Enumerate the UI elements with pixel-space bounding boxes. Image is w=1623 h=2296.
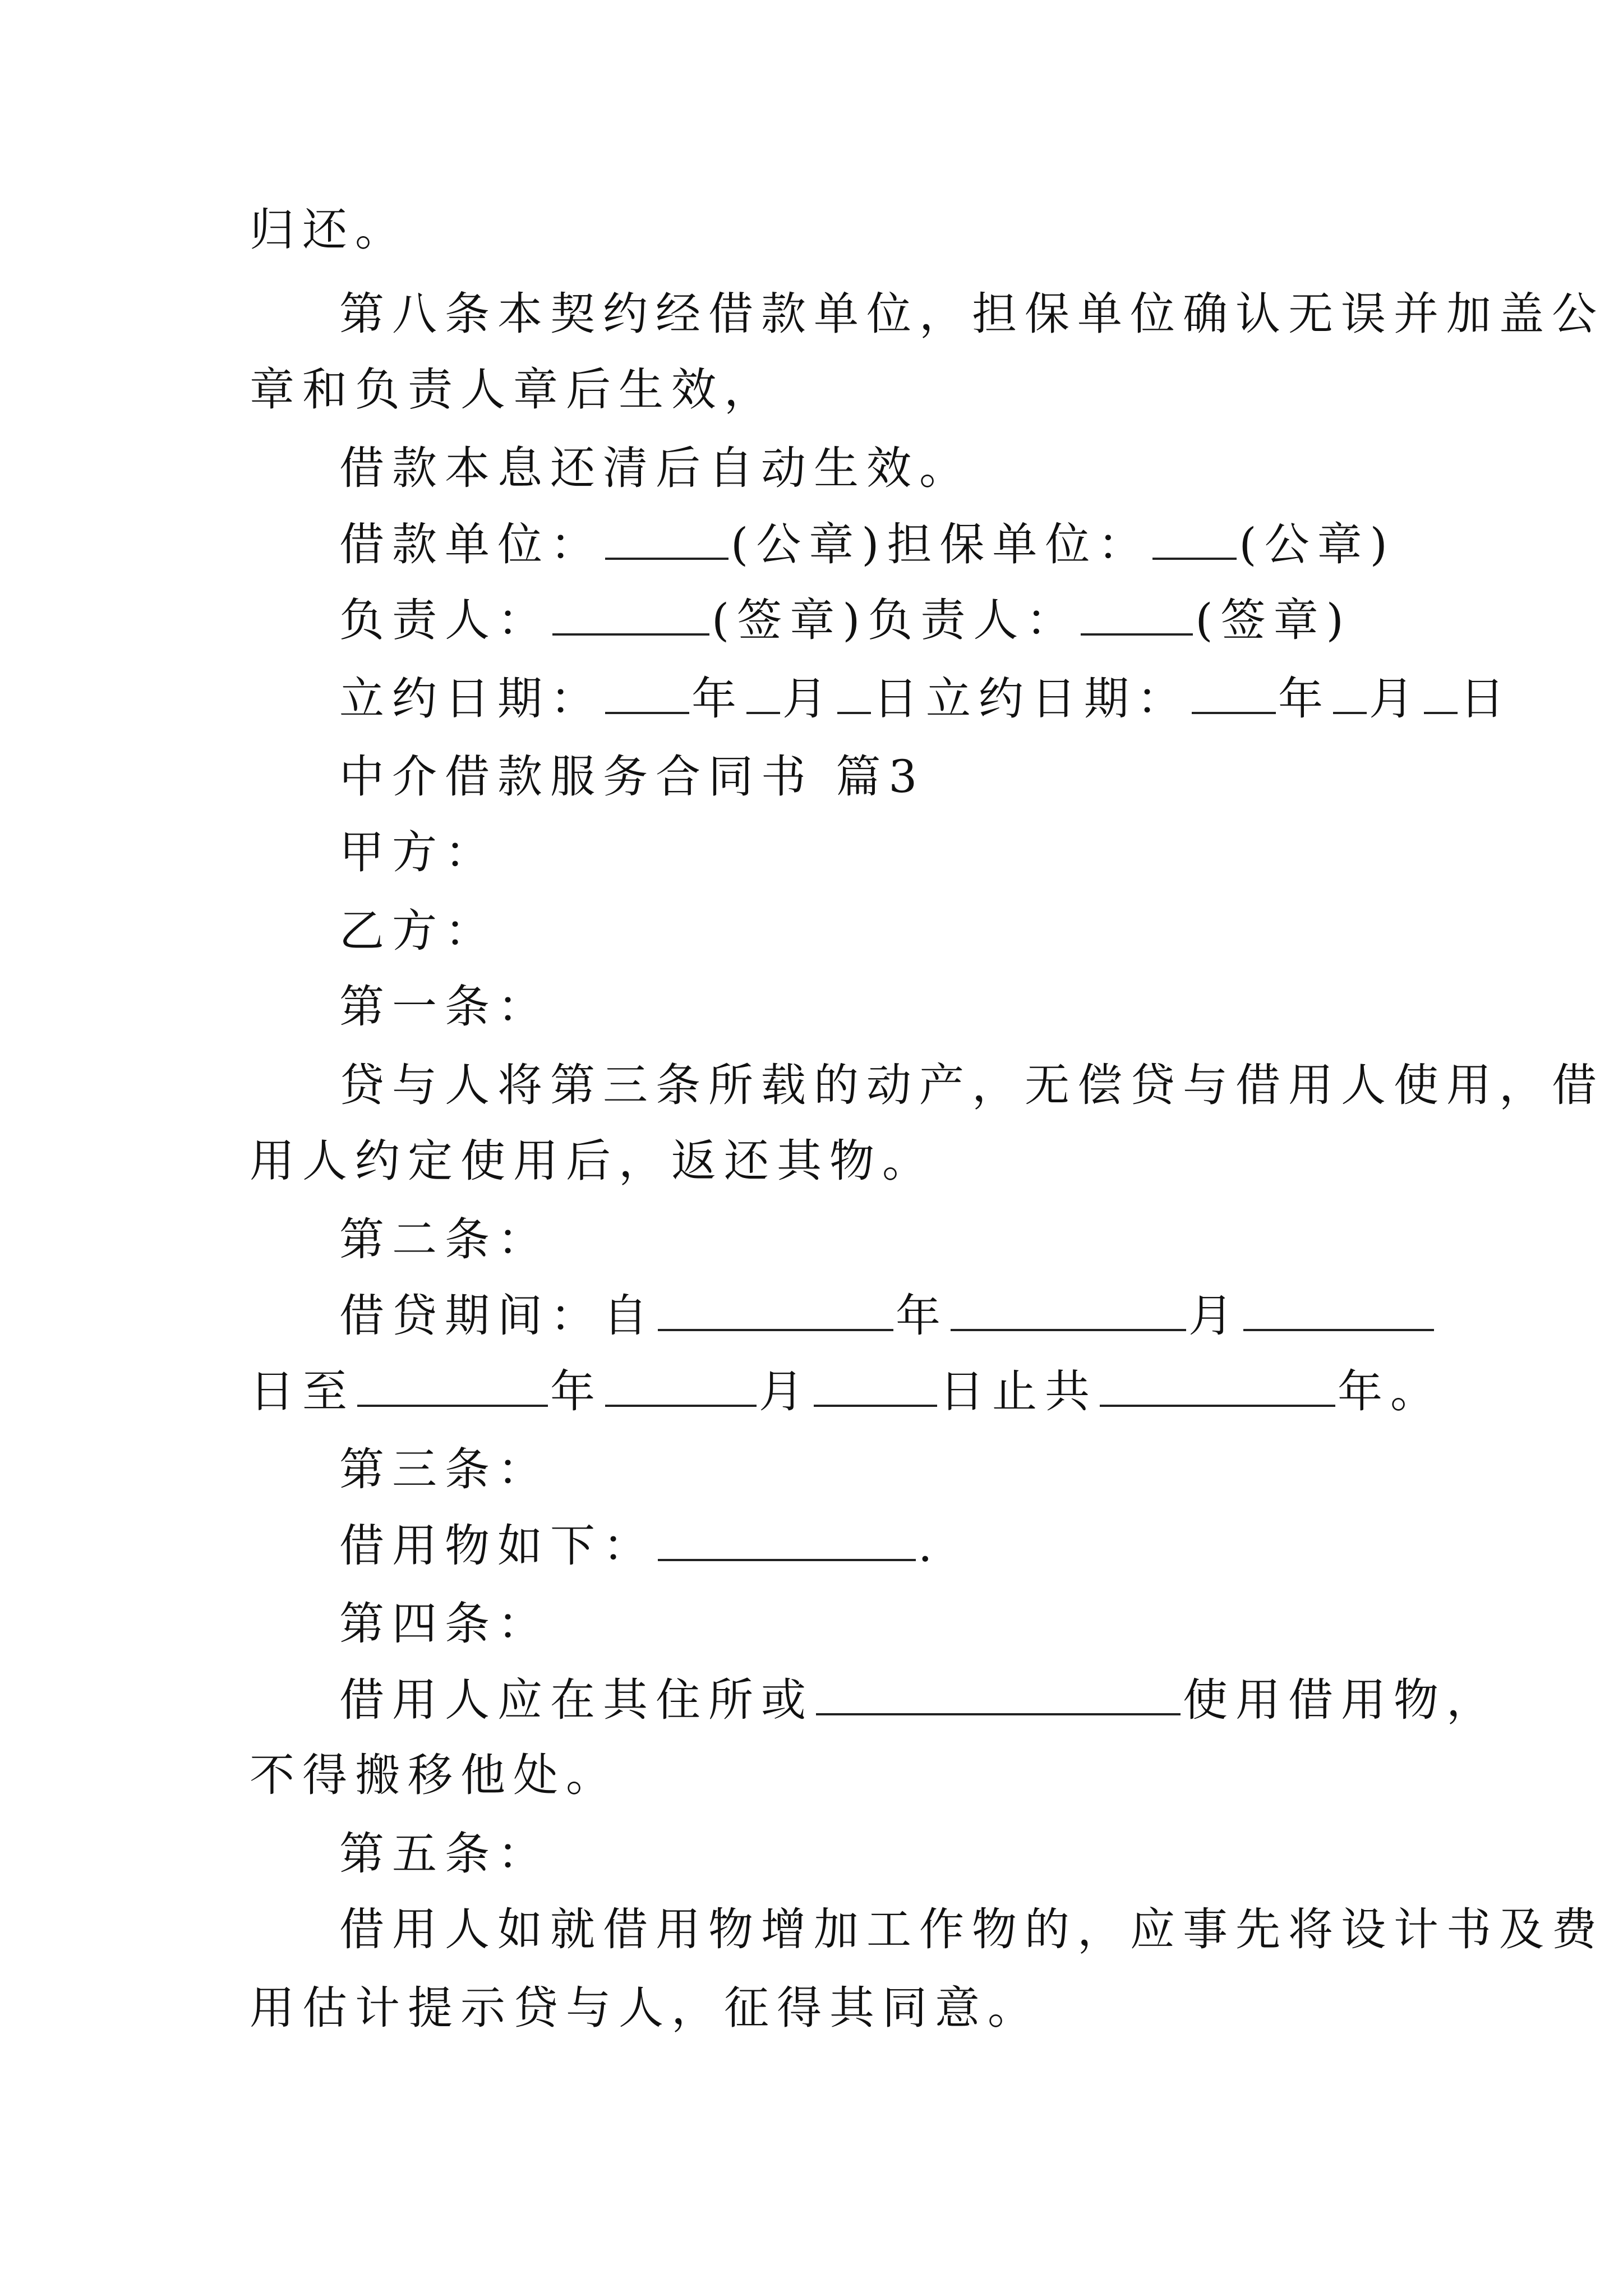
party-a: 甲方： [339, 826, 497, 878]
month-blank-1[interactable] [746, 670, 780, 714]
responsible-person-blank-2[interactable] [1081, 592, 1193, 636]
party-b: 乙方： [339, 905, 497, 957]
label-responsible-person-2: (签章)负责人： [712, 594, 1079, 646]
label-day-signing-date: 日立约日期： [873, 673, 1189, 725]
label-month-2: 月 [1369, 673, 1422, 725]
borrowed-items-line [339, 1517, 940, 1574]
article-2-heading: 第二条： [339, 1213, 550, 1266]
label-month: 月 [1188, 1290, 1241, 1342]
article-1-text: 贷与人将第三条所载的动产，无偿贷与借用人使用，借 [339, 1059, 1604, 1111]
label-month: 月 [759, 1365, 811, 1418]
article-5-text-cont: 用估计提示贷与人，征得其同意。 [250, 1982, 1040, 2034]
day-blank-2[interactable] [1424, 670, 1458, 714]
article-4-heading: 第四条： [339, 1598, 550, 1650]
label-borrower-unit: 借款单位： [339, 518, 603, 570]
start-month-blank[interactable] [951, 1287, 1186, 1331]
article-5-heading: 第五条： [339, 1828, 550, 1880]
month-blank-2[interactable] [1333, 670, 1367, 714]
label-borrowed-items: 借用物如下： [339, 1520, 656, 1572]
year-blank-2[interactable] [1192, 670, 1276, 714]
article-1-heading: 第一条： [339, 981, 550, 1033]
label-year: 年 [896, 1290, 948, 1342]
label-usage-location: 借用人应在其住所或 [339, 1674, 814, 1726]
total-years-blank[interactable] [1100, 1363, 1335, 1407]
start-day-blank[interactable] [1243, 1287, 1434, 1331]
responsible-person-line [339, 592, 1352, 648]
day-blank-1[interactable] [837, 670, 871, 714]
label-guarantor-unit: (公章)担保单位： [731, 518, 1151, 570]
label-year-end: 年。 [1338, 1365, 1443, 1418]
article-8-text: 第八条本契约经借款单位，担保单位确认无误并加盖公 [339, 288, 1604, 340]
section-heading: 中介借款服务合同书 篇3 [339, 751, 925, 803]
label-signature: (签章) [1195, 594, 1352, 646]
label-seal: (公章) [1239, 518, 1395, 570]
label-day-until: 日至 [250, 1365, 355, 1418]
usage-location-blank[interactable] [816, 1672, 1181, 1715]
guarantor-unit-blank[interactable] [1152, 516, 1237, 560]
label-loan-period: 借贷期间：自 [339, 1290, 656, 1342]
article-5-text: 借用人如就借用物增加工作物的，应事先将设计书及费 [339, 1903, 1604, 1955]
borrower-guarantor-line [339, 516, 1395, 573]
label-use-items: 使用借用物， [1183, 1674, 1499, 1726]
label-year: 年 [691, 673, 744, 725]
borrower-unit-blank[interactable] [605, 516, 728, 560]
year-blank-1[interactable] [605, 670, 689, 714]
article-1-text-cont: 用人约定使用后，返还其物。 [250, 1135, 935, 1187]
start-year-blank[interactable] [658, 1287, 893, 1331]
period-mark: . [918, 1520, 940, 1572]
label-month: 月 [782, 673, 835, 725]
label-year: 年 [550, 1365, 603, 1418]
loan-period-line [339, 1287, 1436, 1344]
end-month-blank[interactable] [605, 1363, 757, 1407]
label-year-2: 年 [1278, 673, 1331, 725]
article-8-text-cont: 章和负责人章后生效， [250, 364, 777, 416]
responsible-person-blank-1[interactable] [552, 592, 709, 636]
label-signing-date: 立约日期： [339, 673, 603, 725]
end-day-blank[interactable] [814, 1363, 937, 1407]
paragraph-continuation: 归还。 [250, 204, 408, 256]
signing-date-line [339, 670, 1513, 727]
borrowed-items-blank[interactable] [658, 1517, 916, 1561]
loan-period-line-cont [250, 1363, 1443, 1420]
label-total: 日止共 [939, 1365, 1098, 1418]
usage-location-line [339, 1672, 1499, 1728]
article-3-heading: 第三条： [339, 1443, 550, 1496]
label-responsible-person: 负责人： [339, 594, 550, 646]
usage-location-line-cont: 不得搬移他处。 [250, 1749, 619, 1801]
effect-clause: 借款本息还清后自动生效。 [339, 442, 972, 494]
label-day-2: 日 [1460, 673, 1513, 725]
end-year-blank[interactable] [357, 1363, 548, 1407]
